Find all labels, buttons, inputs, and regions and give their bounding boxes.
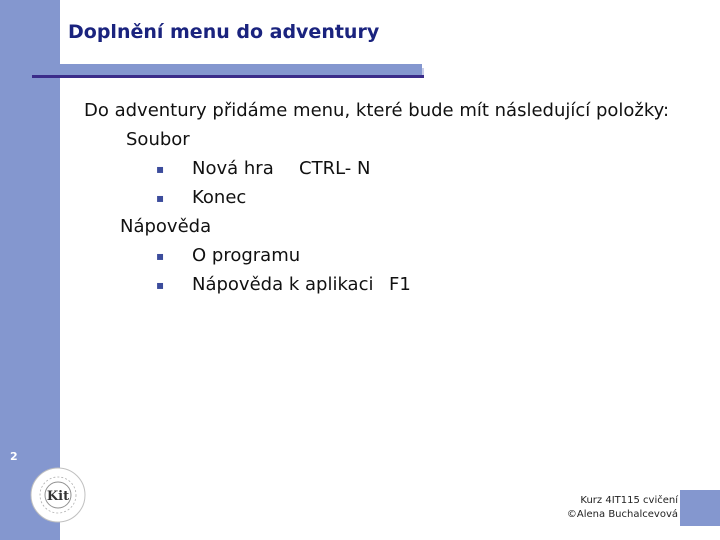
bullet-icon: ▪ bbox=[156, 191, 165, 205]
bullet-icon: ▪ bbox=[156, 249, 165, 263]
footer-credits bbox=[567, 494, 678, 522]
menu-item-shortcut: F1 bbox=[389, 274, 411, 295]
corner-accent-block bbox=[680, 490, 720, 526]
bullet-icon: ▪ bbox=[156, 162, 165, 176]
svg-text:Kit: Kit bbox=[46, 489, 70, 504]
slide-title: Doplnění menu do adventury bbox=[68, 21, 380, 43]
intro-text: Do adventury přidáme menu, které bude mít následující položky: bbox=[84, 100, 670, 121]
menu-label-soubor: Soubor bbox=[126, 129, 190, 150]
footer-author: ©Alena Buchalcevová bbox=[566, 509, 678, 520]
bullet-icon: ▪ bbox=[156, 278, 165, 292]
menu-item-o-programu: O programu bbox=[192, 245, 301, 266]
menu-label-napoveda: Nápověda bbox=[120, 216, 212, 237]
footer-course: Kurz 4IT115 cvičení bbox=[580, 495, 678, 506]
menu-item-shortcut: CTRL- N bbox=[299, 158, 371, 179]
menu-item-nova-hra: Nová hra bbox=[192, 158, 274, 179]
slide-number: 2 bbox=[10, 450, 18, 463]
menu-item-konec: Konec bbox=[192, 187, 247, 208]
menu-item-napoveda-k-aplikaci: Nápověda k aplikaci bbox=[192, 274, 374, 295]
